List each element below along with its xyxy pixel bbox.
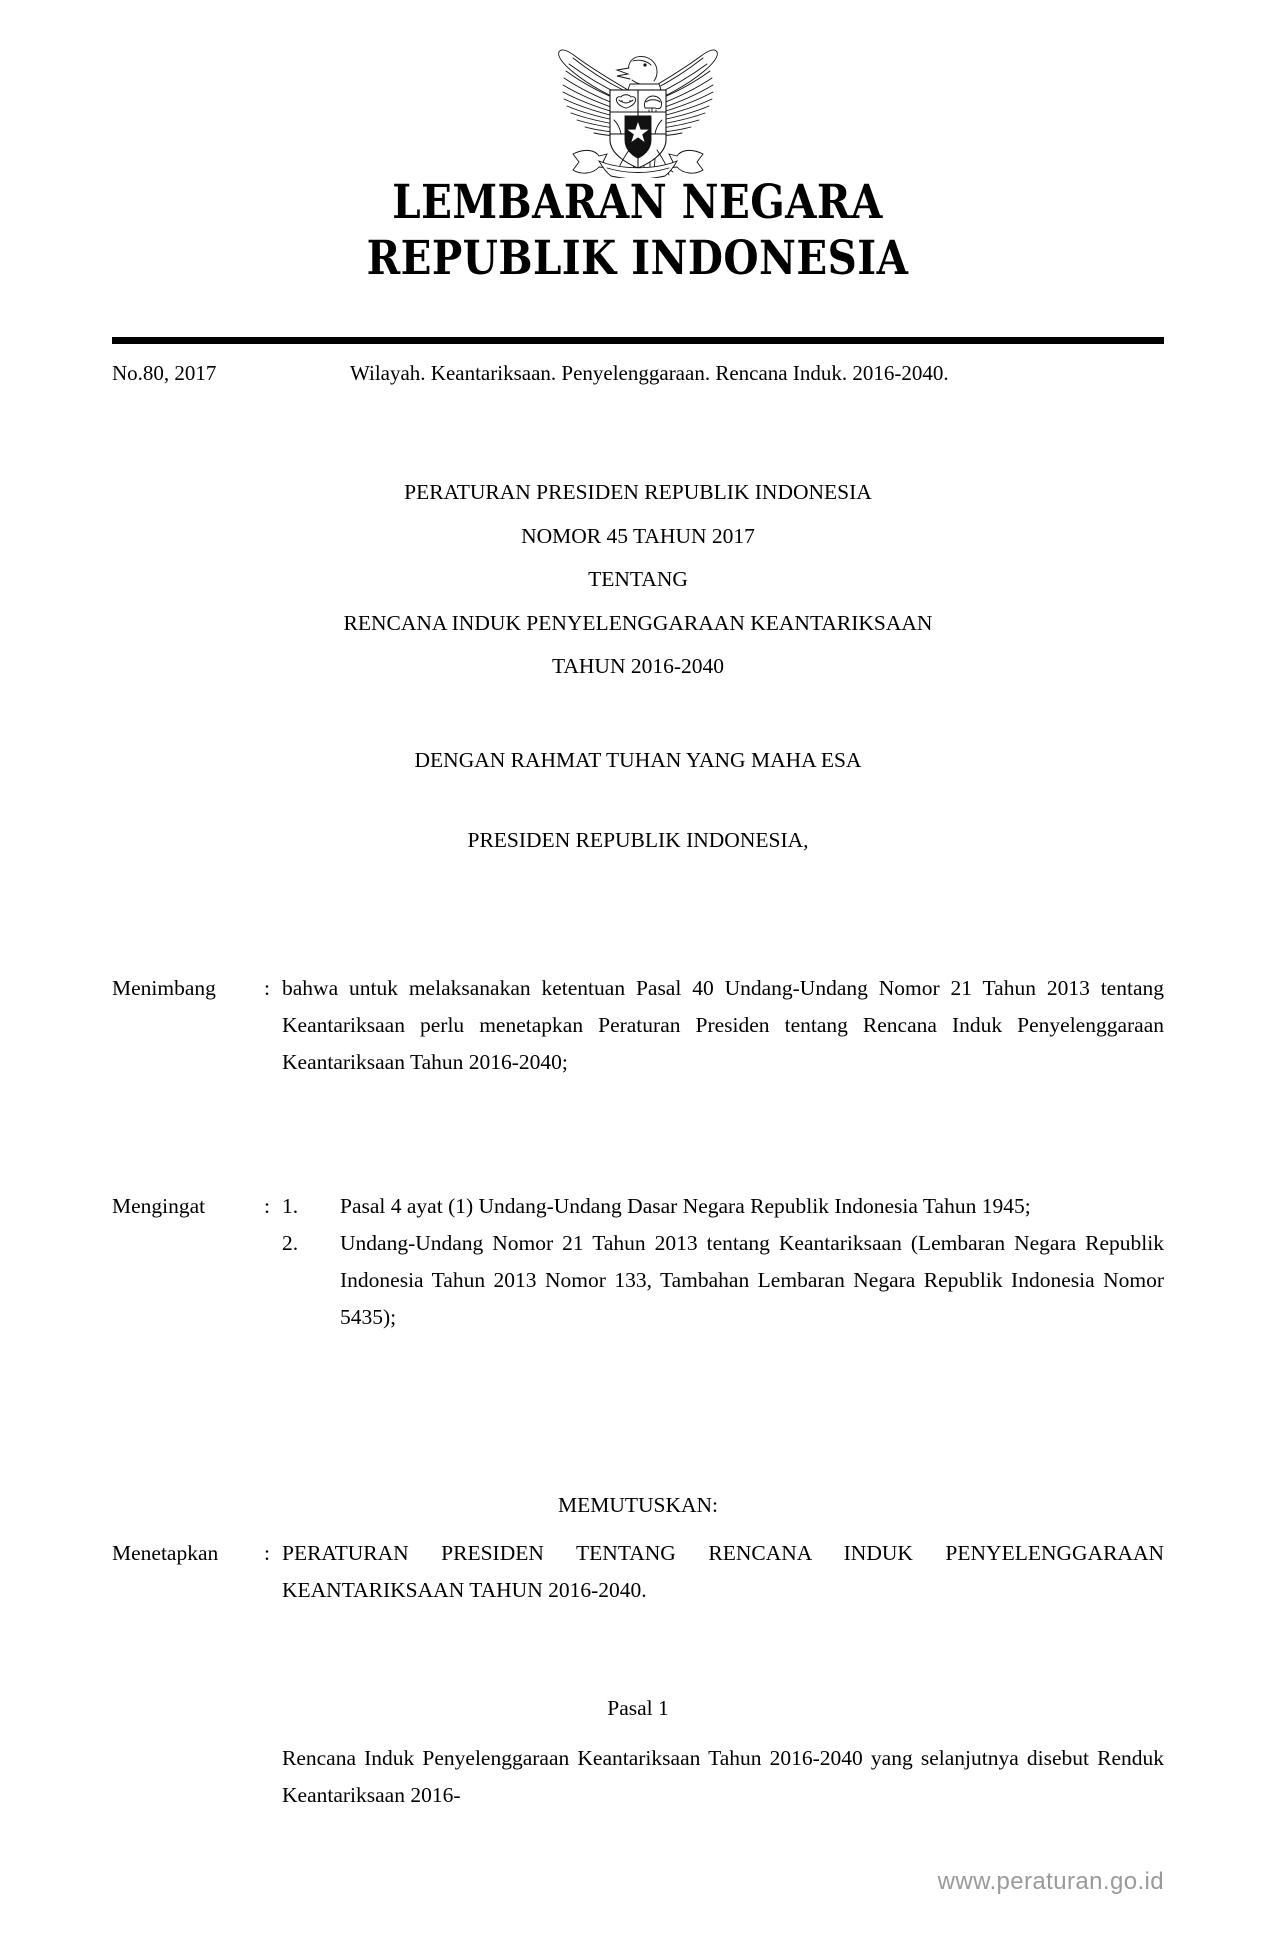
title-line-institution: PERATURAN PRESIDEN REPUBLIK INDONESIA bbox=[404, 480, 872, 504]
article-heading: Pasal 1 bbox=[607, 1696, 669, 1720]
header-divider bbox=[112, 337, 1164, 344]
clause-label-menetapkan: Menetapkan bbox=[112, 1541, 219, 1565]
article-body: Rencana Induk Penyelenggaraan Keantariksaan Tahun 2016-2040 yang selanjutnya disebut Renduk Keantariksaan 2016- bbox=[282, 1746, 1164, 1807]
clause-text-menimbang: bahwa untuk melaksanakan ketentuan Pasal 40 Undang-Undang Nomor 21 Tahun 2013 tentang Keantariksaan perlu menetapkan Peraturan Presiden tentang Rencana Induk Penyelenggaraan Keantariksaan Tahun 2016-2040; bbox=[282, 976, 1164, 1074]
list-item-marker: 2. bbox=[282, 1230, 299, 1255]
title-line-tentang: TENTANG bbox=[588, 567, 688, 591]
title-line-years: TAHUN 2016-2040 bbox=[551, 654, 725, 678]
clause-mengingat bbox=[112, 1188, 1164, 1336]
list-item-marker: 1. bbox=[282, 1194, 299, 1218]
clause-label-menimbang: Menimbang bbox=[112, 976, 216, 1000]
invocation-line: DENGAN RAHMAT TUHAN YANG MAHA ESA bbox=[414, 748, 862, 772]
title-line-number: NOMOR 45 TAHUN 2017 bbox=[521, 523, 755, 548]
clause-colon-menetapkan: : bbox=[264, 1541, 270, 1565]
regulation-title-block bbox=[112, 482, 1164, 700]
list-item bbox=[282, 1188, 1164, 1225]
masthead-line-1: LEMBARAN NEGARA bbox=[392, 175, 883, 230]
clause-text-menetapkan: PERATURAN PRESIDEN TENTANG RENCANA INDUK PENYELENGGARAAN KEANTARIKSAAN TAHUN 2016-2040. bbox=[282, 1541, 1164, 1602]
clause-text-mengingat bbox=[282, 1188, 1164, 1336]
signatory-line: PRESIDEN REPUBLIK INDONESIA, bbox=[467, 828, 809, 852]
legal-basis-list bbox=[282, 1188, 1164, 1336]
title-line-subject: RENCANA INDUK PENYELENGGARAAN KEANTARIKSAAN bbox=[343, 610, 933, 635]
emblem-container bbox=[0, 28, 1275, 183]
list-item-text: Pasal 4 ayat (1) Undang-Undang Dasar Negara Republik Indonesia Tahun 1945; bbox=[340, 1194, 1031, 1218]
subject-keywords: Wilayah. Keantariksaan. Penyelenggaraan. Rencana Induk. 2016-2040. bbox=[350, 361, 949, 385]
list-item bbox=[282, 1225, 1164, 1336]
decision-heading: MEMUTUSKAN: bbox=[557, 1493, 719, 1517]
clause-label-mengingat: Mengingat bbox=[112, 1194, 206, 1218]
citation-line bbox=[112, 358, 1164, 388]
masthead-line-2: REPUBLIK INDONESIA bbox=[366, 230, 909, 286]
clause-menetapkan bbox=[112, 1535, 1164, 1609]
list-item-text: Undang-Undang Nomor 21 Tahun 2013 tentang Keantariksaan (Lembaran Negara Republik Indonesia Tahun 2013 Nomor 133, Tambahan Lembaran Negara Republik Indonesia Nomor 5435); bbox=[340, 1230, 1164, 1329]
gazette-number: No.80, 2017 bbox=[112, 361, 217, 385]
footer-watermark: www.peraturan.go.id bbox=[937, 1868, 1164, 1895]
clause-menimbang bbox=[112, 970, 1164, 1081]
garuda-pancasila-emblem bbox=[533, 28, 743, 178]
clause-colon-menimbang: : bbox=[264, 976, 270, 1000]
clause-colon-mengingat: : bbox=[264, 1194, 270, 1218]
masthead bbox=[89, 175, 1186, 287]
